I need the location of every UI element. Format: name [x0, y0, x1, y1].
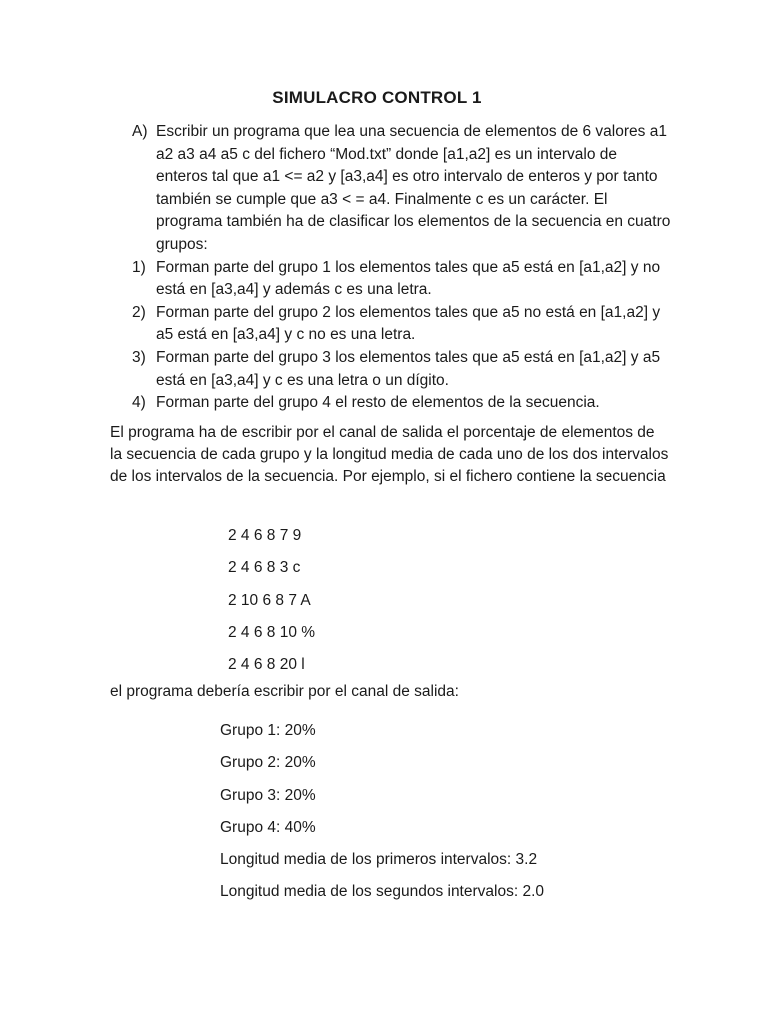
- list-item-text: Forman parte del grupo 4 el resto de elementos de la secuencia.: [156, 394, 600, 412]
- output-intro-text: el programa debería escribir por el canal de salida:: [110, 683, 459, 700]
- list-item: [132, 121, 672, 257]
- output-line: Grupo 1: 20%: [220, 722, 316, 739]
- sequence-line: 2 10 6 8 7 A: [228, 591, 311, 609]
- list-marker: 1): [132, 258, 146, 276]
- list-marker: A): [132, 123, 148, 140]
- list-item: [132, 257, 672, 302]
- output-line: Grupo 4: 40%: [220, 818, 316, 836]
- list-marker: 2): [132, 303, 146, 321]
- list-item-text: Forman parte del grupo 1 los elementos tales que a5 está en [a1,a2] y no está en [a3,a4] y además c es una letra.: [156, 258, 661, 299]
- exercise-list: [132, 121, 672, 415]
- output-line: Grupo 3: 20%: [220, 786, 316, 804]
- list-marker: 4): [132, 394, 146, 412]
- body-paragraph: El programa ha de escribir por el canal de salida el porcentaje de elementos de la secuencia de cada grupo y la longitud media de cada uno de los dos intervalos de los intervalos de la secuencia. Por ejemplo, si el fichero contiene la secuencia: [110, 424, 669, 486]
- list-item: [132, 302, 672, 347]
- example-sequence: [228, 520, 315, 681]
- expected-output: [220, 715, 544, 909]
- list-item-text: Forman parte del grupo 3 los elementos tales que a5 está en [a1,a2] y a5 está en [a3,a4] y c es una letra o un dígito.: [156, 348, 661, 389]
- list-item-text: Forman parte del grupo 2 los elementos tales que a5 no está en [a1,a2] y a5 está en [a3,a4] y c no es una letra.: [156, 303, 661, 344]
- output-line: Grupo 2: 20%: [220, 754, 316, 772]
- output-line: Longitud media de los segundos intervalos: 2.0: [220, 883, 544, 901]
- sequence-line: 2 4 6 8 7 9: [228, 527, 302, 544]
- list-item: [132, 392, 672, 415]
- sequence-line: 2 4 6 8 10 %: [228, 623, 316, 641]
- list-marker: 3): [132, 348, 146, 366]
- sequence-line: 2 4 6 8 3 c: [228, 559, 301, 577]
- list-item-text: Escribir un programa que lea una secuencia de elementos de 6 valores a1 a2 a3 a4 a5 c del fichero “Mod.txt” donde [a1,a2] es un intervalo de enteros tal que a1 <= a2 y [a3,a4] es otro intervalo de enteros y por tanto también se cumple que a3 < = a4. Finalmente c es un carácter. El programa también ha de clasificar los elementos de la secuencia en cuatro grupos:: [156, 123, 671, 253]
- output-line: Longitud media de los primeros intervalos: 3.2: [220, 851, 538, 869]
- list-item: [132, 347, 672, 392]
- sequence-line: 2 4 6 8 20 l: [228, 656, 305, 674]
- page-title: SIMULACRO CONTROL 1: [272, 88, 482, 107]
